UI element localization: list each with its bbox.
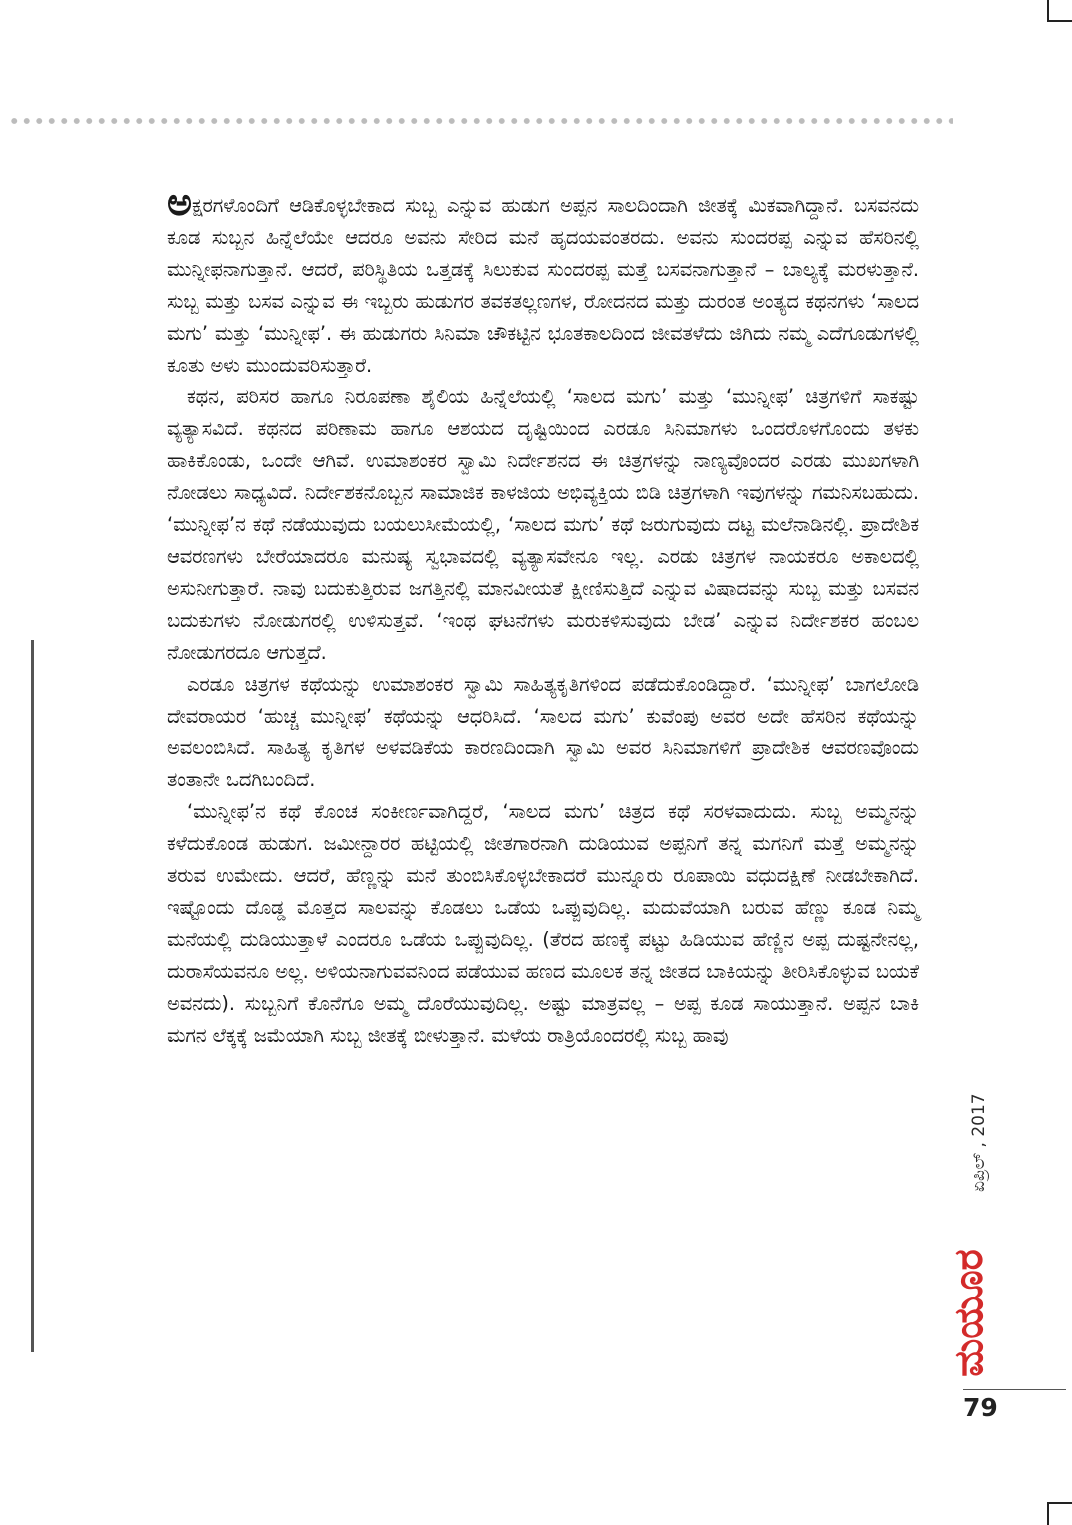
crop-mark-bottom-horizontal — [1047, 1502, 1072, 1504]
article-paragraph-4: ‘ಮುನ್ನೀಫ’ನ ಕಥೆ ಕೊಂಚ ಸಂಕೀರ್ಣವಾಗಿದ್ದರೆ, ‘ಸಾಲದ ಮಗು’ ಚಿತ್ರದ ಕಥೆ ಸರಳವಾದುದು. ಸುಬ್ಬ ಅಮ್ಮನನ್ನು ಕಳೆದುಕೊಂಡ ಹುಡುಗ. ಜಮೀನ್ದಾರರ ಹಟ್ಟಿಯಲ್ಲಿ ಜೀತಗಾರನಾಗಿ ದುಡಿಯುವ ಅಪ್ಪನಿಗೆ ತನ್ನ ಮಗನಿಗೆ ಮತ್ತೆ ಅಮ್ಮನನ್ನು ತರುವ ಉಮೇದು. ಆದರೆ, ಹೆಣ್ಣನ್ನು ಮನೆ ತುಂಬಿಸಿಕೊಳ್ಳಬೇಕಾದರೆ ಮುನ್ನೂರು ರೂಪಾಯಿ ವಧುದಕ್ಷಿಣೆ ನೀಡಬೇಕಾಗಿದೆ. ಇಷ್ಟೊಂದು ದೊಡ್ಡ ಮೊತ್ತದ ಸಾಲವನ್ನು ಕೊಡಲು ಒಡೆಯ ಒಪ್ಪುವುದಿಲ್ಲ. ಮದುವೆಯಾಗಿ ಬರುವ ಹೆಣ್ಣು ಕೂಡ ನಿಮ್ಮ ಮನೆಯಲ್ಲಿ ದುಡಿಯುತ್ತಾಳೆ ಎಂದರೂ ಒಡೆಯ ಒಪ್ಪುವುದಿಲ್ಲ. (ತೆರದ ಹಣಕ್ಕೆ ಪಟ್ಟು ಹಿಡಿಯುವ ಹೆಣ್ಣಿನ ಅಪ್ಪ ದುಷ್ಟನೇನಲ್ಲ, ದುರಾಸೆಯವನೂ ಅಲ್ಲ. ಅಳಿಯನಾಗುವವನಿಂದ ಪಡೆಯುವ ಹಣದ ಮೂಲಕ ತನ್ನ ಜೀತದ ಬಾಕಿಯನ್ನು ತೀರಿಸಿಕೊಳ್ಳುವ ಬಯಕೆ ಅವನದು). ಸುಬ್ಬನಿಗೆ ಕೊನೆಗೂ ಅಮ್ಮ ದೊರೆಯುವುದಿಲ್ಲ. ಅಷ್ಟು ಮಾತ್ರವಲ್ಲ – ಅಪ್ಪ ಕೂಡ ಸಾಯುತ್ತಾನೆ. ಅಪ್ಪನ ಬಾಕಿ ಮಗನ ಲೆಕ್ಕಕ್ಕೆ ಜಮೆಯಾಗಿ ಸುಬ್ಬ ಜೀತಕ್ಕೆ ಬೀಳುತ್ತಾನೆ. ಮಳೆಯ ರಾತ್ರಿಯೊಂದರಲ್ಲಿ ಸುಬ್ಬ ಹಾವು — [167, 800, 919, 1047]
issue-date: ಏಪ್ರಿಲ್ , 2017 — [969, 1093, 989, 1192]
page-number-rule — [963, 1389, 1066, 1390]
paragraph-text: ಕ್ಷರಗಳೊಂದಿಗೆ ಆಡಿಕೊಳ್ಳಬೇಕಾದ ಸುಬ್ಬ ಎನ್ನುವ ಹುಡುಗ ಅಪ್ಪನ ಸಾಲದಿಂದಾಗಿ ಜೀತಕ್ಕೆ ಮಿಕವಾಗಿದ್ದಾನೆ. ಬಸವನದು ಕೂಡ ಸುಬ್ಬನ ಹಿನ್ನೆಲೆಯೇ ಆದರೂ ಅವನು ಸೇರಿದ ಮನೆ ಹೃದಯವಂತರದು. ಅವನು ಸುಂದರಪ್ಪ ಎನ್ನುವ ಹೆಸರಿನಲ್ಲಿ ಮುನ್ನೀಫನಾಗುತ್ತಾನೆ. ಆದರೆ, ಪರಿಸ್ಥಿತಿಯ ಒತ್ತಡಕ್ಕೆ ಸಿಲುಕುವ ಸುಂದರಪ್ಪ ಮತ್ತೆ ಬಸವನಾಗುತ್ತಾನೆ – ಬಾಲ್ಯಕ್ಕೆ ಮರಳುತ್ತಾನೆ. ಸುಬ್ಬ ಮತ್ತು ಬಸವ ಎನ್ನುವ ಈ ಇಬ್ಬರು ಹುಡುಗರ ತವಕತಲ್ಲಣಗಳ, ರೋದನದ ಮತ್ತು ದುರಂತ ಅಂತ್ಯದ ಕಥನಗಳು ‘ಸಾಲದ ಮಗು’ ಮತ್ತು ‘ಮುನ್ನೀಫ’. ಈ ಹುಡುಗರು ಸಿನಿಮಾ ಚೌಕಟ್ಟಿನ ಭೂತಕಾಲದಿಂದ ಜೀವತಳೆದು ಜಿಗಿದು ನಮ್ಮ ಎದೆಗೂಡುಗಳಲ್ಲಿ ಕೂತು ಅಳು ಮುಂದುವರಿಸುತ್ತಾರೆ. — [167, 194, 919, 377]
crop-mark-top-horizontal — [1047, 20, 1072, 22]
magazine-logo: ಮಯೂರ — [946, 1249, 992, 1377]
article-body — [167, 180, 919, 1051]
page-number: 79 — [963, 1393, 998, 1422]
crop-mark-top-vertical — [1047, 0, 1049, 22]
dotted-divider — [8, 117, 953, 125]
article-paragraph-2: ಕಥನ, ಪರಿಸರ ಹಾಗೂ ನಿರೂಪಣಾ ಶೈಲಿಯ ಹಿನ್ನೆಲೆಯಲ್ಲಿ ‘ಸಾಲದ ಮಗು’ ಮತ್ತು ‘ಮುನ್ನೀಫ’ ಚಿತ್ರಗಳಿಗೆ ಸಾಕಷ್ಟು ವ್ಯತ್ಯಾಸವಿದೆ. ಕಥನದ ಪರಿಣಾಮ ಹಾಗೂ ಆಶಯದ ದೃಷ್ಟಿಯಿಂದ ಎರಡೂ ಸಿನಿಮಾಗಳು ಒಂದರೊಳಗೊಂದು ತಳಕು ಹಾಕಿಕೊಂಡು, ಒಂದೇ ಆಗಿವೆ. ಉಮಾಶಂಕರ ಸ್ವಾಮಿ ನಿರ್ದೇಶನದ ಈ ಚಿತ್ರಗಳನ್ನು ನಾಣ್ಯವೊಂದರ ಎರಡು ಮುಖಗಳಾಗಿ ನೋಡಲು ಸಾಧ್ಯವಿದೆ. ನಿರ್ದೇಶಕನೊಬ್ಬನ ಸಾಮಾಜಿಕ ಕಾಳಜಿಯ ಅಭಿವ್ಯಕ್ತಿಯ ಬಿಡಿ ಚಿತ್ರಗಳಾಗಿ ಇವುಗಳನ್ನು ಗಮನಿಸಬಹುದು. ‘ಮುನ್ನೀಫ’ನ ಕಥೆ ನಡೆಯುವುದು ಬಯಲುಸೀಮೆಯಲ್ಲಿ, ‘ಸಾಲದ ಮಗು’ ಕಥೆ ಜರುಗುವುದು ದಟ್ಟ ಮಲೆನಾಡಿನಲ್ಲಿ. ಪ್ರಾದೇಶಿಕ ಆವರಣಗಳು ಬೇರೆಯಾದರೂ ಮನುಷ್ಯ ಸ್ವಭಾವದಲ್ಲಿ ವ್ಯತ್ಯಾಸವೇನೂ ಇಲ್ಲ. ಎರಡು ಚಿತ್ರಗಳ ನಾಯಕರೂ ಅಕಾಲದಲ್ಲಿ ಅಸುನೀಗುತ್ತಾರೆ. ನಾವು ಬದುಕುತ್ತಿರುವ ಜಗತ್ತಿನಲ್ಲಿ ಮಾನವೀಯತೆ ಕ್ಷೀಣಿಸುತ್ತಿದೆ ಎನ್ನುವ ವಿಷಾದವನ್ನು ಸುಬ್ಬ ಮತ್ತು ಬಸವನ ಬದುಕುಗಳು ನೋಡುಗರಲ್ಲಿ ಉಳಿಸುತ್ತವೆ. ‘ಇಂಥ ಘಟನೆಗಳು ಮರುಕಳಿಸುವುದು ಬೇಡ’ ಎನ್ನುವ ನಿರ್ದೇಶಕರ ಹಂಬಲ ನೋಡುಗರದೂ ಆಗುತ್ತದೆ. — [167, 385, 919, 664]
left-margin-rule — [31, 640, 34, 1352]
crop-mark-bottom-vertical — [1047, 1502, 1049, 1525]
article-paragraph-1 — [167, 180, 919, 381]
drop-cap: ಅ — [167, 180, 193, 224]
article-paragraph-3: ಎರಡೂ ಚಿತ್ರಗಳ ಕಥೆಯನ್ನು ಉಮಾಶಂಕರ ಸ್ವಾಮಿ ಸಾಹಿತ್ಯಕೃತಿಗಳಿಂದ ಪಡೆದುಕೊಂಡಿದ್ದಾರೆ. ‘ಮುನ್ನೀಫ’ ಬಾಗಲೋಡಿ ದೇವರಾಯರ ‘ಹುಚ್ಚ ಮುನ್ನೀಫ’ ಕಥೆಯನ್ನು ಆಧರಿಸಿದೆ. ‘ಸಾಲದ ಮಗು’ ಕುವೆಂಪು ಅವರ ಅದೇ ಹೆಸರಿನ ಕಥೆಯನ್ನು ಅವಲಂಬಿಸಿದೆ. ಸಾಹಿತ್ಯ ಕೃತಿಗಳ ಅಳವಡಿಕೆಯ ಕಾರಣದಿಂದಾಗಿ ಸ್ವಾಮಿ ಅವರ ಸಿನಿಮಾಗಳಿಗೆ ಪ್ರಾದೇಶಿಕ ಆವರಣವೊಂದು ತಂತಾನೇ ಒದಗಿಬಂದಿದೆ. — [167, 672, 919, 792]
